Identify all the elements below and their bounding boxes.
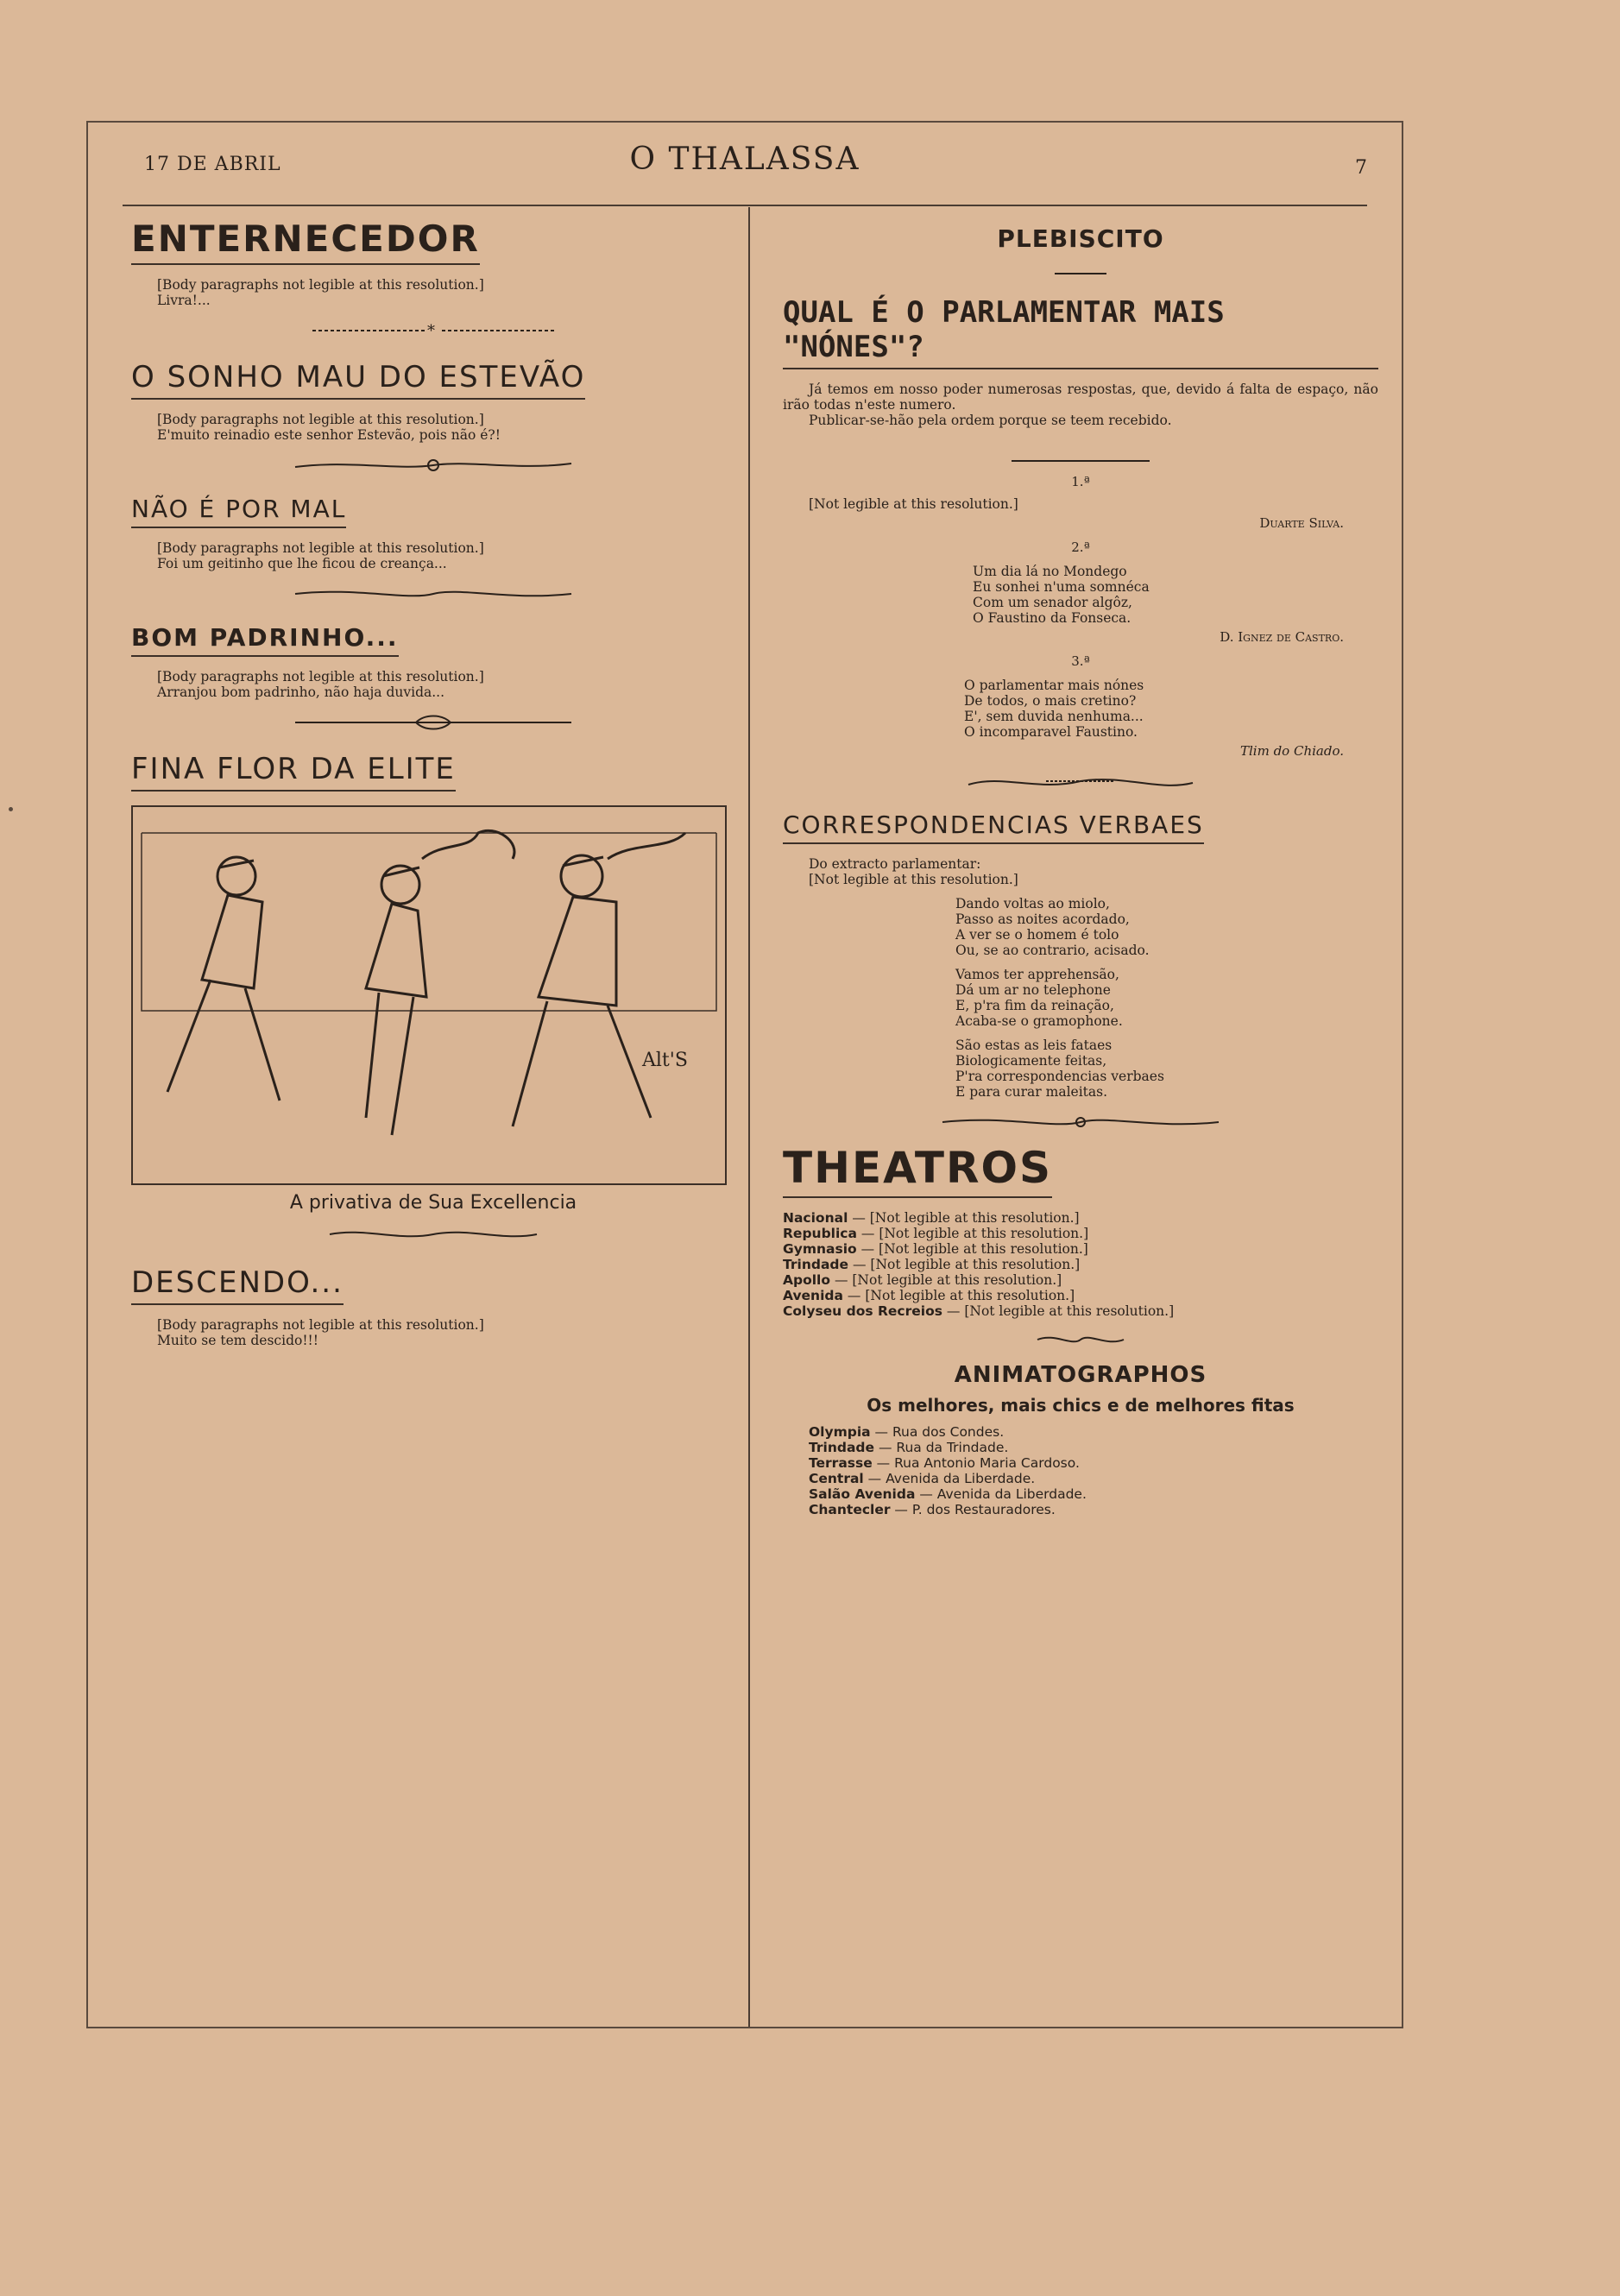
- column-divider: [748, 207, 750, 2027]
- verse-line: O parlamentar mais nónes: [964, 678, 1144, 693]
- ornament-divider: [783, 1112, 1378, 1134]
- cinema-address: P. dos Restauradores.: [911, 1502, 1056, 1517]
- cinema-entry: Trindade — Rua da Trindade.: [809, 1440, 1009, 1455]
- cinema-name: Terrasse: [809, 1455, 873, 1471]
- theatre-name: Republica: [783, 1226, 857, 1241]
- paragraph: E'muito reinadio este senhor Estevão, pois não é?!: [157, 427, 501, 443]
- verse-line: Eu sonhei n'uma somnéca: [973, 579, 1150, 595]
- response-number: 3.ª: [1071, 653, 1090, 669]
- verse: [973, 564, 1378, 626]
- verse-line: De todos, o mais cretino?: [964, 693, 1137, 709]
- ornament-divider: [131, 1226, 735, 1248]
- page-frame: [86, 121, 1403, 2028]
- right-column: [783, 218, 1378, 1517]
- article-heading: NÃO É POR MAL: [131, 495, 346, 528]
- theatre-text: [Not legible at this resolution.]: [964, 1303, 1175, 1319]
- verse-line: Ou, se ao contrario, acisado.: [955, 943, 1150, 958]
- cinema-address: Rua da Trindade.: [896, 1440, 1009, 1455]
- verse-line: São estas as leis fataes: [955, 1038, 1113, 1053]
- response-body: [783, 496, 1378, 512]
- verse-line: Vamos ter apprehensão,: [955, 967, 1119, 982]
- verse: [955, 896, 1378, 958]
- artist-signature: Alt'S: [642, 1050, 688, 1071]
- header-rule: [123, 205, 1367, 206]
- paragraph: Muito se tem descido!!!: [157, 1333, 319, 1348]
- verse-line: E, p'ra fim da reinação,: [955, 998, 1114, 1013]
- section-subheading: Os melhores, mais chics e de melhores fitas: [867, 1395, 1295, 1416]
- flourish-icon: [925, 1112, 1236, 1132]
- verse-line: Biologicamente feitas,: [955, 1053, 1107, 1069]
- paragraph: Já temos em nosso poder numerosas respostas, que, devido á falta de espaço, não irão todas n'este numero.: [783, 382, 1378, 413]
- cartoon-illustration: [131, 805, 727, 1185]
- cinema-address: Avenida da Liberdade.: [886, 1471, 1036, 1486]
- theatre-text: [Not legible at this resolution.]: [869, 1210, 1080, 1226]
- article-theatros: [783, 1143, 1378, 1319]
- article-bom-padrinho: [131, 615, 735, 700]
- verse-line: Acaba-se o gramophone.: [955, 1013, 1123, 1029]
- theatre-name: Nacional: [783, 1210, 848, 1226]
- cinema-entry: Olympia — Rua dos Condes.: [809, 1424, 1005, 1440]
- paragraph: Foi um geitinho que lhe ficou de creança...: [157, 556, 447, 571]
- verse: [955, 1038, 1378, 1100]
- verse-line: Com um senador algôz,: [973, 595, 1132, 610]
- theatre-text: [Not legible at this resolution.]: [879, 1226, 1089, 1241]
- theatre-entry: Trindade — [Not legible at this resolution.]: [783, 1257, 1081, 1272]
- flourish-icon: [278, 712, 589, 733]
- article-descendo: [131, 1257, 735, 1348]
- walking-men-drawing: [133, 807, 725, 1183]
- theatre-name: Avenida: [783, 1288, 843, 1303]
- theatre-entry: Apollo — [Not legible at this resolution.]: [783, 1272, 1062, 1288]
- theatre-entry: Colyseu dos Recreios — [Not legible at this resolution.]: [783, 1303, 1175, 1319]
- article-heading: DESCENDO...: [131, 1265, 344, 1305]
- question-heading: QUAL É O PARLAMENTAR MAIS "NÓNES"?: [783, 295, 1378, 369]
- article-correspondencias: [783, 802, 1378, 1100]
- theatre-text: [Not legible at this resolution.]: [865, 1288, 1075, 1303]
- response-signature: Duarte Silva.: [1259, 515, 1344, 531]
- article-body: [131, 540, 735, 571]
- section-heading: ANIMATOGRAPHOS: [954, 1362, 1207, 1388]
- flourish-icon: [278, 455, 589, 476]
- page-number: 7: [1355, 157, 1367, 179]
- flourish-icon: [304, 320, 563, 341]
- theatre-list: [783, 1210, 1378, 1319]
- article-sonho-mau: [131, 351, 735, 443]
- verse: [955, 967, 1378, 1029]
- article-body: [131, 1317, 735, 1348]
- svg-text:*: *: [427, 322, 435, 340]
- response-number: 1.ª: [1071, 474, 1090, 489]
- cinema-address: Rua Antonio Maria Cardoso.: [894, 1455, 1080, 1471]
- flourish-icon: [1029, 1331, 1132, 1348]
- article-body: [783, 856, 1378, 887]
- cinema-address: Avenida da Liberdade.: [936, 1486, 1087, 1502]
- article-enternecedor: [131, 218, 735, 308]
- verse-line: Dá um ar no telephone: [955, 982, 1111, 998]
- cinema-name: Olympia: [809, 1424, 871, 1440]
- verse-line: O incomparavel Faustino.: [964, 724, 1138, 740]
- cinema-name: Salão Avenida: [809, 1486, 916, 1502]
- cinema-name: Central: [809, 1471, 864, 1486]
- ornament-divider: [131, 320, 735, 343]
- response-number: 2.ª: [1071, 539, 1090, 555]
- article-heading: O SONHO MAU DO ESTEVÃO: [131, 360, 585, 400]
- article-heading: FINA FLOR DA ELITE: [131, 752, 456, 792]
- theatre-entry: Gymnasio — [Not legible at this resolution.]: [783, 1241, 1088, 1257]
- verse-line: Um dia lá no Mondego: [973, 564, 1127, 579]
- paragraph: [Body paragraphs not legible at this resolution.]: [157, 669, 484, 684]
- theatre-entry: Nacional — [Not legible at this resolution.]: [783, 1210, 1080, 1226]
- paragraph: Livra!...: [157, 293, 211, 308]
- verse-line: Passo as noites acordado,: [955, 911, 1130, 927]
- paragraph: [Not legible at this resolution.]: [809, 872, 1018, 887]
- article-fina-flor: [131, 743, 735, 1214]
- section-heading: PLEBISCITO: [997, 224, 1164, 253]
- flourish-icon: [278, 583, 589, 604]
- cinema-entry: Terrasse — Rua Antonio Maria Cardoso.: [809, 1455, 1080, 1471]
- article-body: [783, 382, 1378, 428]
- article-body: [131, 412, 735, 443]
- cinema-name: Chantecler: [809, 1502, 891, 1517]
- ornament-divider: [131, 712, 735, 735]
- article-body: [131, 669, 735, 700]
- paragraph: [Body paragraphs not legible at this resolution.]: [157, 540, 484, 556]
- article-body: [131, 277, 735, 308]
- cinema-entry: Salão Avenida — Avenida da Liberdade.: [809, 1486, 1087, 1502]
- theatre-name: Gymnasio: [783, 1241, 857, 1257]
- verse-line: O Faustino da Fonseca.: [973, 610, 1131, 626]
- paragraph: Publicar-se-hão pela ordem porque se teem recebido.: [809, 413, 1172, 428]
- article-plebiscito: [783, 224, 1378, 759]
- theatre-name: Trindade: [783, 1257, 849, 1272]
- paragraph: [Body paragraphs not legible at this resolution.]: [157, 277, 484, 293]
- article-heading: CORRESPONDENCIAS VERBAES: [783, 811, 1204, 844]
- paragraph: [Body paragraphs not legible at this resolution.]: [157, 1317, 484, 1333]
- paragraph: [Body paragraphs not legible at this resolution.]: [157, 412, 484, 427]
- cinema-address: Rua dos Condes.: [892, 1424, 1005, 1440]
- cinema-entry: Chantecler — P. dos Restauradores.: [809, 1502, 1056, 1517]
- left-column: [131, 218, 735, 1348]
- cinema-name: Trindade: [809, 1440, 875, 1455]
- article-heading: BOM PADRINHO...: [131, 623, 399, 657]
- cinema-entry: Central — Avenida da Liberdade.: [809, 1471, 1036, 1486]
- flourish-icon: [312, 1226, 554, 1243]
- article-heading: THEATROS: [783, 1143, 1052, 1198]
- short-rule: [1012, 460, 1150, 462]
- theatre-name: Colyseu dos Recreios: [783, 1303, 942, 1319]
- short-rule: [1055, 273, 1106, 274]
- paragraph: Do extracto parlamentar:: [809, 856, 981, 872]
- article-heading: ENTERNECEDOR: [131, 218, 480, 265]
- paragraph: Arranjou bom padrinho, não haja duvida...: [157, 684, 445, 700]
- article-nao-e-por-mal: [131, 486, 735, 571]
- ornament-divider: [783, 1331, 1378, 1353]
- verse-line: E para curar maleitas.: [955, 1084, 1108, 1100]
- response-signature: Tlim do Chiado.: [1239, 743, 1344, 759]
- paper-speck: [9, 807, 13, 811]
- theatre-entry: Avenida — [Not legible at this resolution.]: [783, 1288, 1075, 1303]
- ornament-divider: [783, 771, 1378, 793]
- cinema-list: [809, 1424, 1378, 1517]
- page-header: [88, 123, 1402, 209]
- verse-line: A ver se o homem é tolo: [955, 927, 1119, 943]
- theatre-text: [Not legible at this resolution.]: [870, 1257, 1081, 1272]
- flourish-icon: [951, 771, 1210, 793]
- theatre-text: [Not legible at this resolution.]: [852, 1272, 1062, 1288]
- verse: [964, 678, 1378, 740]
- theatre-name: Apollo: [783, 1272, 831, 1288]
- masthead-title: O THALASSA: [629, 142, 860, 177]
- ornament-divider: [131, 583, 735, 606]
- ornament-divider: [131, 455, 735, 477]
- verse-line: E', sem duvida nenhuma...: [964, 709, 1144, 724]
- theatre-entry: Republica — [Not legible at this resolution.]: [783, 1226, 1089, 1241]
- paragraph: [Not legible at this resolution.]: [809, 496, 1018, 512]
- response-signature: D. Ignez de Castro.: [1220, 629, 1344, 645]
- article-animatographos: [783, 1362, 1378, 1517]
- verse-line: P'ra correspondencias verbaes: [955, 1069, 1164, 1084]
- theatre-text: [Not legible at this resolution.]: [879, 1241, 1088, 1257]
- verse-line: Dando voltas ao miolo,: [955, 896, 1110, 911]
- cartoon-caption: A privativa de Sua Excellencia: [289, 1192, 577, 1214]
- header-date: 17 DE ABRIL: [144, 154, 281, 175]
